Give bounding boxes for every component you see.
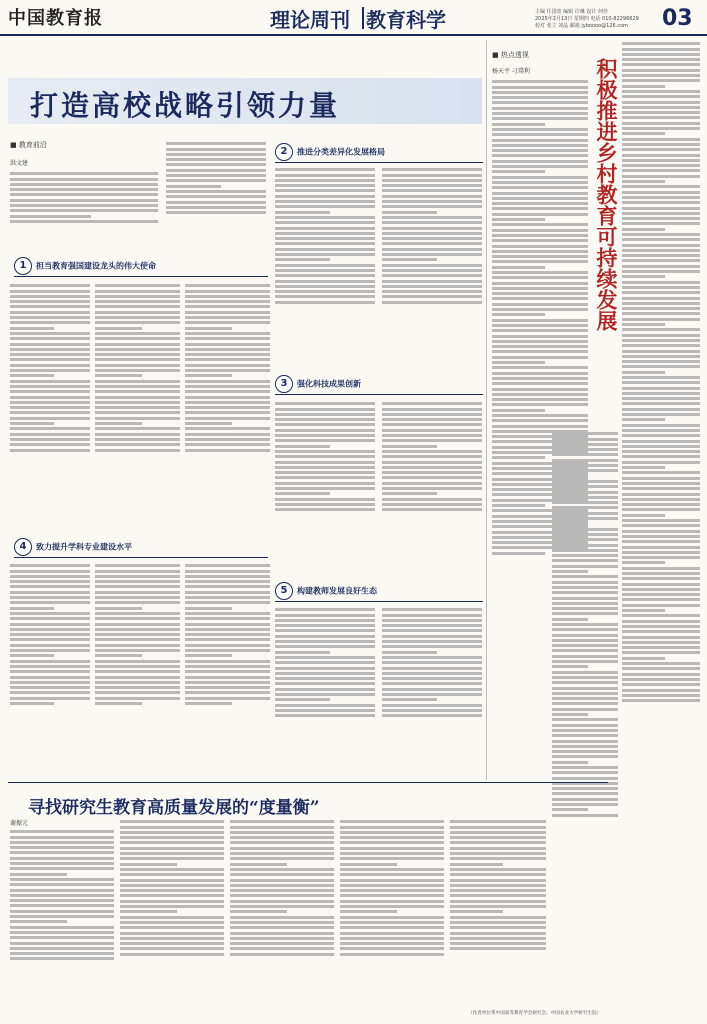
bottom-headline: 寻找研究生教育高质量发展的“度量衡” xyxy=(28,798,320,818)
subhead-number: 1 xyxy=(14,257,32,275)
article-column xyxy=(10,828,114,1018)
article-column xyxy=(382,166,482,366)
kicker-label: ■ 教育前沿 xyxy=(10,141,47,149)
subhead-4 xyxy=(14,538,132,556)
section-subtitle: 教育科学 xyxy=(366,8,446,32)
page-number: 03 xyxy=(662,6,693,31)
section-divider xyxy=(362,7,364,29)
column-divider xyxy=(486,40,487,780)
article-column xyxy=(450,818,546,1010)
subhead-5 xyxy=(275,582,377,600)
newspaper-logo: 中国教育报 xyxy=(8,8,103,29)
subhead-text: 推进分类差异化发展格局 xyxy=(297,147,385,157)
main-author: 洪文建 xyxy=(10,160,29,167)
subhead-rule xyxy=(275,162,483,163)
article-column xyxy=(552,430,618,990)
subhead-number: 2 xyxy=(275,143,293,161)
right-kicker-text: 热点透视 xyxy=(500,51,529,59)
subhead-1 xyxy=(14,257,156,275)
kicker-text: 教育前沿 xyxy=(18,141,47,149)
meta-line-3: 校对 张立 刘晶 邮箱 jyboooo@126.com xyxy=(535,23,628,29)
article-column xyxy=(166,140,266,248)
article-column xyxy=(382,400,482,560)
subhead-2 xyxy=(275,143,385,161)
article-column xyxy=(185,282,270,532)
subhead-text: 致力提升学科专业建设水平 xyxy=(36,542,132,552)
section-title: 理论周刊 xyxy=(270,8,350,32)
right-author: 杨天平 刁璞利 xyxy=(492,68,530,75)
article-column xyxy=(10,562,90,768)
right-vertical-headline: 积极推进乡村教育可持续发展 xyxy=(594,58,618,331)
article-column xyxy=(275,166,375,366)
top-rule xyxy=(0,34,707,36)
article-column xyxy=(622,40,700,990)
article-column xyxy=(95,282,180,532)
article-column xyxy=(340,818,444,1018)
subhead-rule xyxy=(275,601,483,602)
article-column xyxy=(120,818,224,1018)
bottom-footer: （作者单位系中国高等教育学会研究会、中国农业大学研究生院） xyxy=(468,1011,602,1016)
meta-line-1: 主编 任国宽 编辑 许琳 设计 何佳 xyxy=(535,9,608,15)
bottom-author: 谢振元 xyxy=(10,820,29,827)
subhead-number: 5 xyxy=(275,582,293,600)
article-column xyxy=(185,562,270,768)
subhead-rule xyxy=(275,394,483,395)
meta-line-2: 2025年2月13日 星期四 电话 010-82296629 xyxy=(535,16,639,22)
article-column xyxy=(275,606,375,768)
subhead-rule xyxy=(14,557,268,558)
bottom-rule xyxy=(8,782,608,783)
article-column xyxy=(230,818,334,1018)
subhead-rule xyxy=(14,276,268,277)
subhead-number: 4 xyxy=(14,538,32,556)
right-kicker: ■ 热点透视 xyxy=(492,51,529,59)
subhead-number: 3 xyxy=(275,375,293,393)
subhead-text: 构建教师发展良好生态 xyxy=(297,586,377,596)
main-headline: 打造高校战略引领力量 xyxy=(30,89,341,122)
subhead-text: 担当教育强国建设龙头的伟大使命 xyxy=(36,261,156,271)
article-column xyxy=(275,400,375,560)
article-column xyxy=(10,282,90,532)
article-column xyxy=(10,170,158,248)
subhead-text: 强化科技成果创新 xyxy=(297,379,361,389)
article-column xyxy=(95,562,180,768)
article-column xyxy=(382,606,482,768)
subhead-3 xyxy=(275,375,361,393)
